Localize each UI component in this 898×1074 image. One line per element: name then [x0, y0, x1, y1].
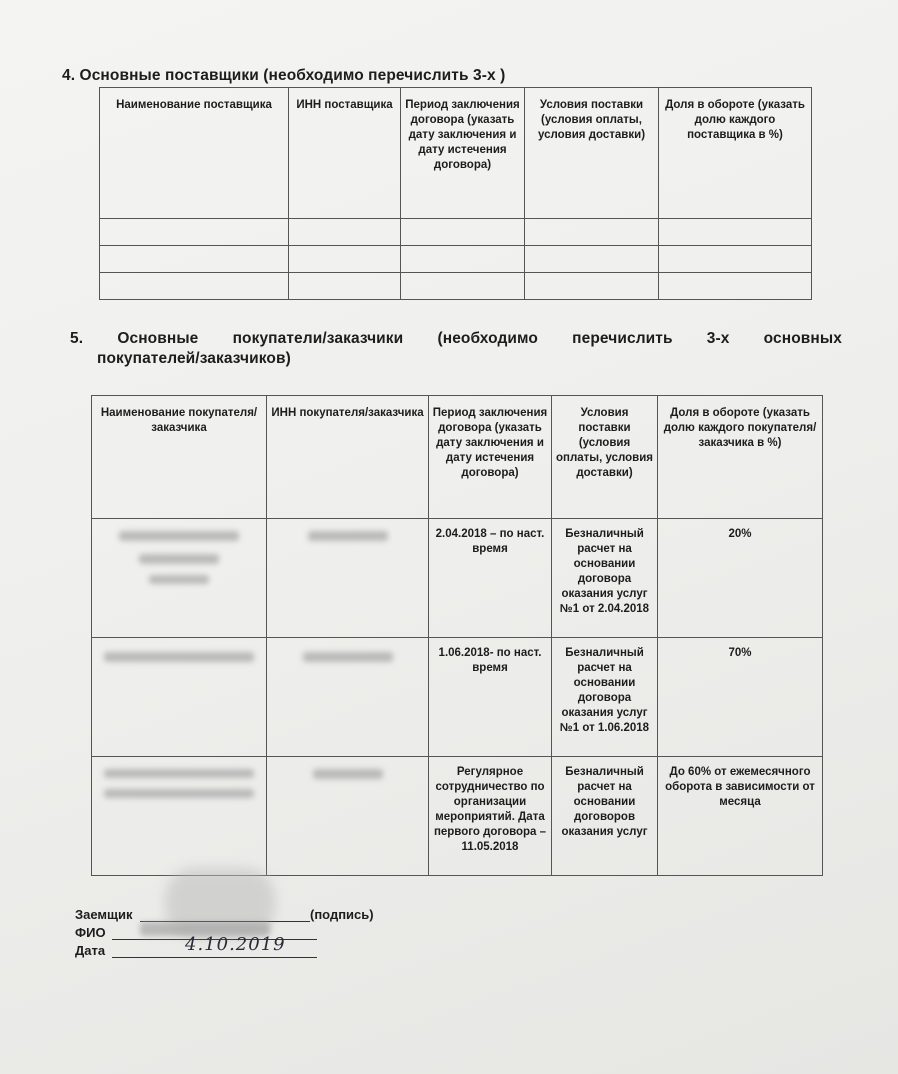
header-delivery-terms: Условия поставки (условия оплаты, условия доставки) — [552, 396, 658, 519]
table-header-row — [100, 88, 812, 219]
header-delivery-terms: Условия поставки (условия оплаты, условия доставки) — [525, 88, 659, 219]
turnover-share: 70% — [658, 638, 823, 757]
fio-label: ФИО — [75, 925, 106, 940]
header-contract-period: Период заключения договора (указать дату заключения и дату истечения договора) — [401, 88, 525, 219]
borrower-label: Заемщик — [75, 907, 133, 922]
header-supplier-inn: ИНН поставщика — [289, 88, 401, 219]
section-5-title-line1: 5. Основные покупатели/заказчики (необходимо перечислить 3-х основных — [70, 330, 842, 347]
contract-period: 2.04.2018 – по наст. время — [429, 519, 552, 638]
redacted-customer-inn — [267, 638, 429, 757]
table-row — [92, 638, 823, 757]
delivery-terms: Безналичный расчет на основании договоров оказания услуг — [552, 757, 658, 876]
borrower-line — [75, 907, 133, 922]
table-row — [100, 246, 812, 273]
header-customer-inn: ИНН покупателя/заказчика — [267, 396, 429, 519]
redacted-customer-inn — [267, 519, 429, 638]
redacted-customer-name — [92, 519, 267, 638]
date-underline — [112, 957, 317, 958]
delivery-terms: Безналичный расчет на основании договора оказания услуг №1 от 1.06.2018 — [552, 638, 658, 757]
header-customer-name: Наименование покупателя/заказчика — [92, 396, 267, 519]
table-row — [92, 757, 823, 876]
header-supplier-name: Наименование поставщика — [100, 88, 289, 219]
section-4-title: 4. Основные поставщики (необходимо перечислить 3-х ) — [62, 67, 506, 84]
table-header-row — [92, 396, 823, 519]
turnover-share: До 60% от ежемесячного оборота в зависимости от месяца — [658, 757, 823, 876]
customers-table — [91, 395, 823, 876]
date-label: Дата — [75, 943, 106, 958]
table-row — [100, 219, 812, 246]
sign-hint: (подпись) — [310, 907, 374, 922]
redacted-customer-name — [92, 638, 267, 757]
suppliers-table — [99, 87, 812, 300]
header-contract-period: Период заключения договора (указать дату заключения и дату истечения договора) — [429, 396, 552, 519]
section-5-title-line2: покупателей/заказчиков) — [97, 350, 291, 367]
turnover-share: 20% — [658, 519, 823, 638]
date-handwritten: 4.10.2019 — [185, 934, 286, 955]
header-turnover-share: Доля в обороте (указать долю каждого поставщика в %) — [659, 88, 812, 219]
redacted-customer-inn — [267, 757, 429, 876]
header-turnover-share: Доля в обороте (указать долю каждого покупателя/заказчика в %) — [658, 396, 823, 519]
contract-period: Регулярное сотрудничество по организации мероприятий. Дата первого договора – 11.05.2018 — [429, 757, 552, 876]
contract-period: 1.06.2018- по наст. время — [429, 638, 552, 757]
table-row — [92, 519, 823, 638]
redacted-customer-name — [92, 757, 267, 876]
delivery-terms: Безналичный расчет на основании договора оказания услуг №1 от 2.04.2018 — [552, 519, 658, 638]
table-row — [100, 273, 812, 300]
